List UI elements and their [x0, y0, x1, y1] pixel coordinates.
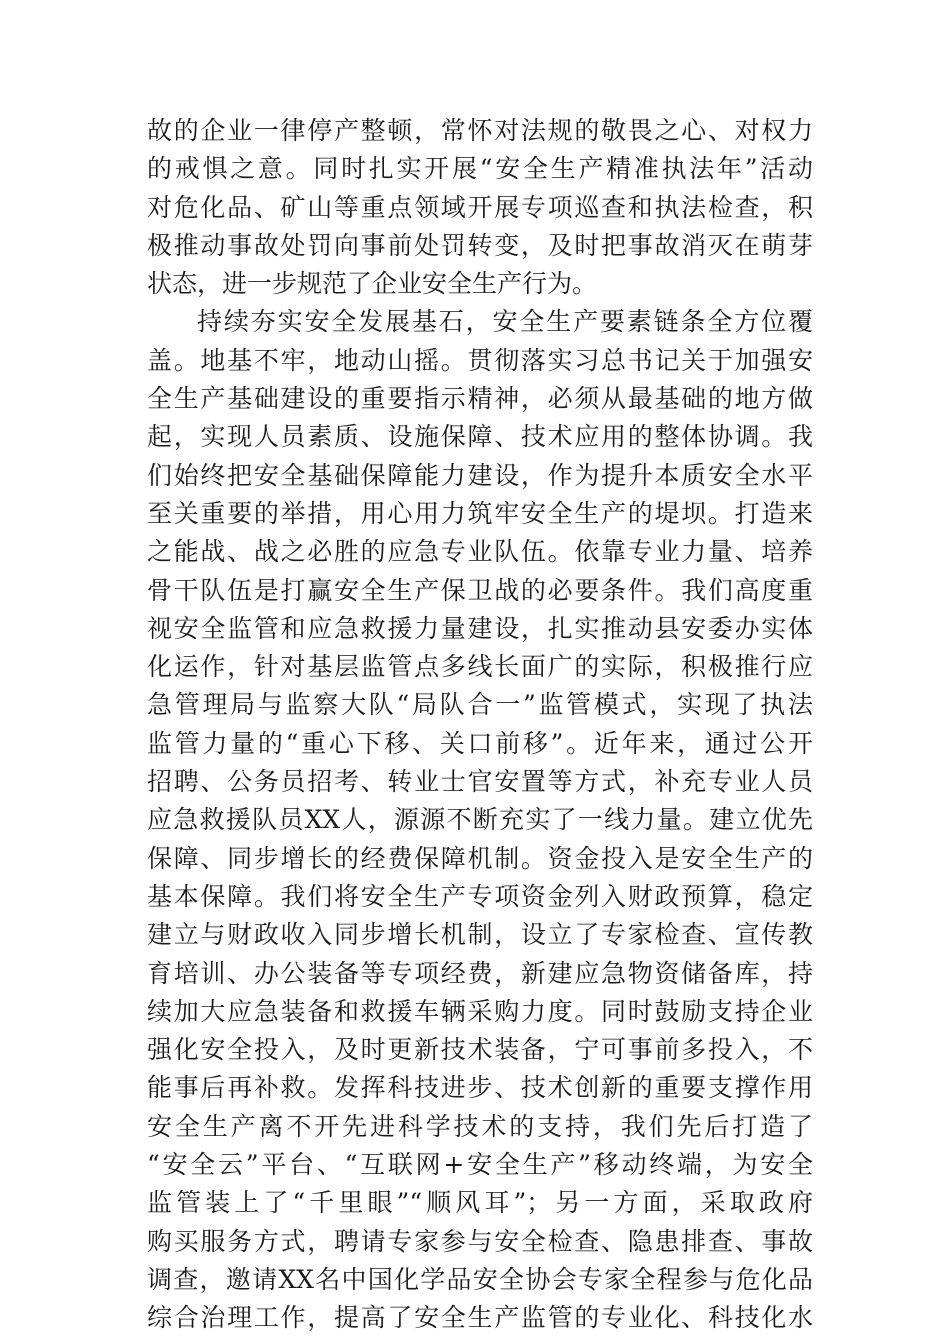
text-line: 购买服务方式，聘请专家参与安全检查、隐患排查、事故 [147, 1226, 813, 1256]
text-line: 安全生产离不开先进科学技术的支持，我们先后打造了 [147, 1111, 813, 1141]
paragraph [147, 112, 813, 303]
text-line: 应急救援队员XX人，源源不断充实了一线力量。建立优先 [147, 805, 813, 835]
text-line: 育培训、办公装备等专项经费，新建应急物资储备库，持 [147, 958, 813, 988]
text-line: 续加大应急装备和救援车辆采购力度。同时鼓励支持企业 [147, 996, 813, 1026]
paragraph [147, 303, 813, 1337]
text-line: 调查，邀请XX名中国化学品安全协会专家全程参与危化品 [147, 1264, 813, 1294]
text-line: 对危化品、矿山等重点领域开展专项巡查和执法检查，积 [147, 192, 813, 222]
text-line: 视安全监管和应急救援力量建设，扎实推动县安委办实体 [147, 613, 813, 643]
text-line: 招聘、公务员招考、转业士官安置等方式，补充专业人员 [147, 767, 813, 797]
text-line: 建立与财政收入同步增长机制，设立了专家检查、宣传教 [147, 920, 813, 950]
text-line: 基本保障。我们将安全生产专项资金列入财政预算，稳定 [147, 881, 813, 911]
text-line: “安全云”平台、“互联网+安全生产”移动终端，为安全 [147, 1150, 813, 1180]
text-line: 之能战、战之必胜的应急专业队伍。依靠专业力量、培养 [147, 537, 813, 567]
text-line: 起，实现人员素质、设施保障、技术应用的整体协调。我 [147, 422, 813, 452]
text-line: 至关重要的举措，用心用力筑牢安全生产的堤坝。打造来 [147, 498, 813, 528]
text-line: 全生产基础建设的重要指示精神，必须从最基础的地方做 [147, 384, 813, 414]
text-line: 监管装上了“千里眼”“顺风耳”；另一方面，采取政府 [147, 1188, 813, 1218]
text-line: 盖。地基不牢，地动山摇。贯彻落实习总书记关于加强安 [147, 345, 813, 375]
text-line: 状态，进一步规范了企业安全生产行为。 [147, 269, 598, 299]
text-line: 急管理局与监察大队“局队合一”监管模式，实现了执法 [147, 690, 813, 720]
text-line: 们始终把安全基础保障能力建设，作为提升本质安全水平 [147, 460, 813, 490]
text-line: 故的企业一律停产整顿，常怀对法规的敬畏之心、对权力 [147, 116, 813, 145]
text-line: 监管力量的“重心下移、关口前移”。近年来，通过公开 [147, 728, 813, 758]
text-line: 极推动事故处罚向事前处罚转变，及时把事故消灭在萌芽 [147, 230, 813, 260]
text-line: 骨干队伍是打赢安全生产保卫战的必要条件。我们高度重 [147, 575, 813, 605]
text-line: 的戒惧之意。同时扎实开展“安全生产精准执法年”活动 [147, 154, 813, 184]
text-line: 保障、同步增长的经费保障机制。资金投入是安全生产的 [147, 843, 813, 873]
text-line: 强化安全投入，及时更新技术装备，宁可事前多投入，不 [147, 1035, 813, 1065]
text-line: 能事后再补救。发挥科技进步、技术创新的重要支撑作用 [147, 1073, 813, 1103]
document-body [147, 112, 813, 1338]
text-line: 化运作，针对基层监管点多线长面广的实际，积极推行应 [147, 652, 813, 682]
text-line: 持续夯实安全发展基石，安全生产要素链条全方位覆 [197, 307, 813, 337]
text-line: 综合治理工作，提高了安全生产监管的专业化、科技化水 [147, 1303, 813, 1333]
